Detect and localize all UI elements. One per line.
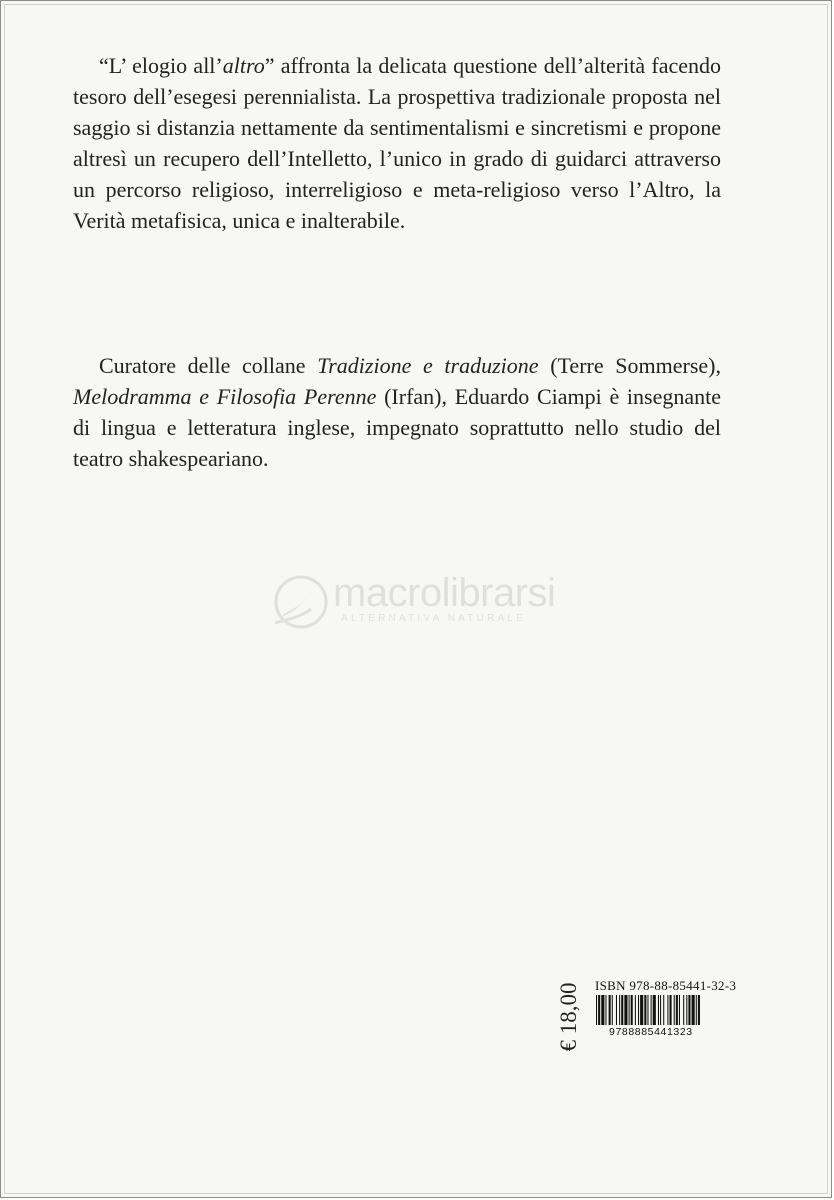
isbn-label: ISBN 978-88-85441-32-3 (595, 978, 737, 993)
blurb-italic-word: altro (222, 53, 265, 78)
watermark (271, 569, 571, 639)
book-blurb (73, 50, 721, 236)
price-text: € 18,00 (556, 982, 581, 1052)
barcode-image (595, 995, 745, 1025)
bio-series-2: Melodramma e Filosofia Perenne (73, 384, 377, 409)
author-bio (73, 350, 721, 474)
isbn-barcode-block (595, 979, 747, 1041)
bio-intro: Curatore delle collane (99, 353, 318, 378)
bio-series-1: Tradizione e traduzione (317, 353, 539, 378)
blurb-quote-open: “L’ elogio all’ (99, 53, 223, 78)
blurb-text: ” affronta la delicata questione dell’alterità facendo tesoro dell’esegesi perennialista. La prospettiva tradizionale proposta nel saggio si distanzia nettamente da sentimentalismi e sincretismi e propone altresì un recupero dell’Intelletto, l’unico in grado di guidarci attraverso un percorso religioso, interreligioso e meta-religioso verso l’Altro, la Verità metafisica, unica e inalterabile. (73, 53, 721, 233)
bio-text: (Irfan), Eduardo Ciampi è insegnante di lingua e letteratura inglese, impegnato soprattutto nello studio del teatro shakespeariano. (73, 384, 722, 471)
price-label (549, 977, 589, 1057)
isbn-digits: 9788885441323 (609, 1026, 693, 1038)
leaf-logo-icon (271, 573, 333, 631)
watermark-name: macrolibrarsi (333, 571, 556, 615)
bio-publisher-1: (Terre Sommerse), (538, 353, 721, 378)
watermark-tagline: ALTERNATIVA NATURALE (341, 613, 526, 624)
